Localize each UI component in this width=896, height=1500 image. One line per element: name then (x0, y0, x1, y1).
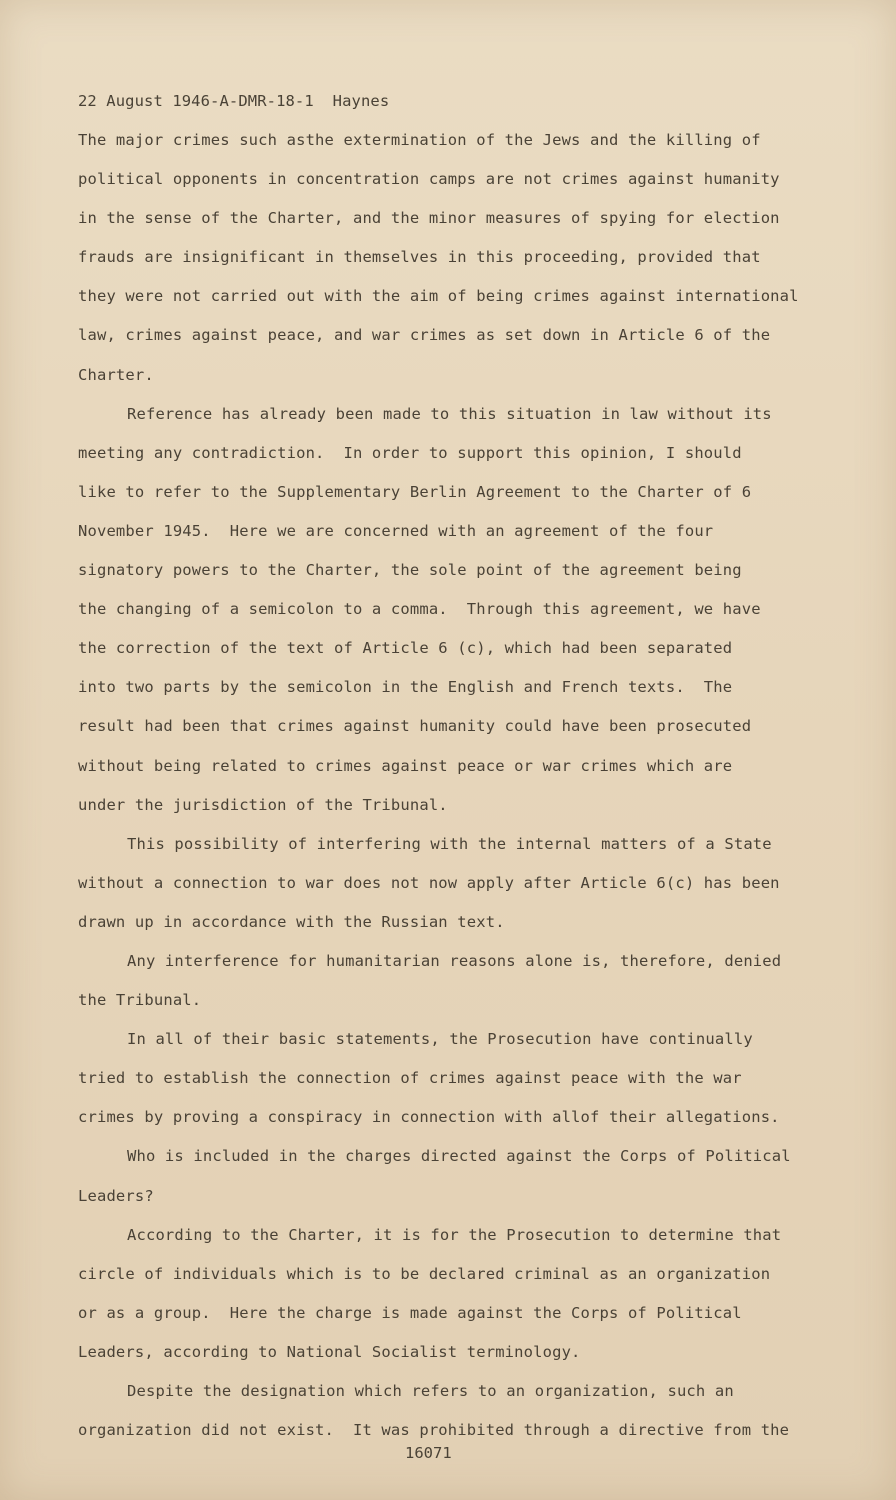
text-line: the Tribunal. (78, 991, 202, 1010)
text-line: organization did not exist. It was prohibited through a directive from the (78, 1421, 790, 1440)
text-line: in the sense of the Charter, and the minor measures of spying for election (78, 209, 780, 228)
text-line: the changing of a semicolon to a comma. Through this agreement, we have (78, 600, 761, 619)
text-line: Leaders? (78, 1186, 154, 1205)
text-line: Despite the designation which refers to an organization, such an (127, 1382, 734, 1400)
text-line: under the jurisdiction of the Tribunal. (78, 795, 448, 814)
page-number: 16071 (405, 1444, 452, 1462)
text-line: into two parts by the semicolon in the English and French texts. The (78, 678, 733, 697)
text-line: Leaders, according to National Socialist terminology. (78, 1342, 581, 1361)
text-line: November 1945. Here we are concerned with an agreement of the four (78, 521, 714, 540)
text-line: meeting any contradiction. In order to support this opinion, I should (78, 443, 742, 462)
text-line: they were not carried out with the aim of being crimes against international (78, 287, 799, 306)
text-line: law, crimes against peace, and war crimes as set down in Article 6 of the (78, 326, 771, 345)
text-line: result had been that crimes against humanity could have been prosecuted (78, 717, 752, 736)
text-line: Reference has already been made to this situation in law without its (127, 404, 772, 423)
text-line: signatory powers to the Charter, the sole point of the agreement being (78, 561, 742, 580)
text-line: political opponents in concentration camps are not crimes against humanity (78, 170, 780, 189)
text-line: without a connection to war does not now apply after Article 6(c) has been (78, 873, 780, 892)
text-line: In all of their basic statements, the Prosecution have continually (127, 1030, 753, 1049)
text-line: frauds are insignificant in themselves in this proceeding, provided that (78, 248, 761, 267)
text-line: Who is included in the charges directed against the Corps of Political (127, 1147, 791, 1166)
text-line: The major crimes such asthe extermination of the Jews and the killing of (78, 131, 761, 149)
text-line: or as a group. Here the charge is made against the Corps of Political (78, 1303, 742, 1322)
document-body (78, 125, 828, 1454)
text-line: crimes by proving a conspiracy in connection with allof their allegations. (78, 1108, 780, 1127)
text-line: Any interference for humanitarian reasons alone is, therefore, denied (127, 951, 782, 970)
text-line: circle of individuals which is to be declared criminal as an organization (78, 1264, 771, 1283)
text-line: the correction of the text of Article 6 (c), which had been separated (78, 639, 733, 658)
document-header: 22 August 1946-A-DMR-18-1 Haynes (78, 92, 390, 110)
text-line: According to the Charter, it is for the Prosecution to determine that (127, 1225, 782, 1244)
text-line: like to refer to the Supplementary Berlin Agreement to the Charter of 6 (78, 482, 752, 501)
text-line: This possibility of interfering with the internal matters of a State (127, 834, 772, 853)
text-line: drawn up in accordance with the Russian text. (78, 912, 505, 931)
text-line: Charter. (78, 365, 154, 384)
text-line: without being related to crimes against peace or war crimes which are (78, 756, 733, 775)
text-line: tried to establish the connection of crimes against peace with the war (78, 1069, 742, 1088)
